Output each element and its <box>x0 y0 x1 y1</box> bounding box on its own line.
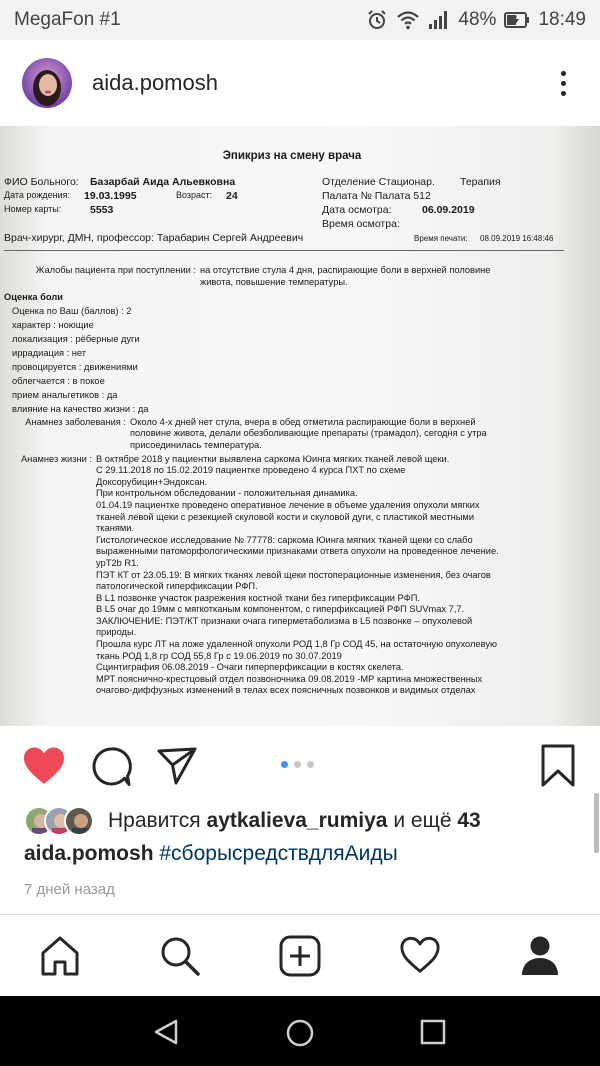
bottom-navigation <box>0 914 600 996</box>
post-header <box>0 40 600 126</box>
anamnesis-disease-text <box>130 417 487 452</box>
complaints-text <box>200 265 490 288</box>
post-username[interactable]: aida.pomosh <box>92 70 218 95</box>
doc-line: живота, повышение температуры. <box>200 276 348 287</box>
anamnesis-disease-label: Анамнез заболевания : <box>25 416 126 427</box>
doc-line: ypT2b R1. <box>96 557 139 568</box>
doc-line: природы. <box>96 627 137 638</box>
doc-row-patient <box>4 176 580 190</box>
like-heart-icon[interactable] <box>22 746 66 786</box>
patient-value: Базарбай Аида Альевковна <box>90 176 236 188</box>
exam-time-label: Время осмотра: <box>322 218 400 230</box>
doc-line: локализация : рёберные дуги <box>12 333 140 344</box>
recents-square-icon[interactable] <box>420 1019 446 1045</box>
doc-row-doctor <box>4 232 580 246</box>
carousel-indicator <box>281 761 314 768</box>
more-dot-icon <box>561 91 566 96</box>
doc-line: Доксорубицин+Эндоксан. <box>96 476 208 487</box>
carousel-dot[interactable] <box>281 761 288 768</box>
age-value: 24 <box>226 190 238 202</box>
more-options-button[interactable] <box>548 63 578 103</box>
department-label: Отделение Стационар. <box>322 176 435 188</box>
battery-percent: 48% <box>458 9 497 30</box>
wifi-icon <box>396 10 420 30</box>
doc-line: В октябре 2018 у пациентки выявлена саркома Юинга мягких тканей левой щеки. <box>96 453 450 464</box>
new-post-plus-icon[interactable] <box>279 935 321 977</box>
post-timestamp: 7 дней назад <box>24 881 115 898</box>
post-actions <box>0 726 600 806</box>
doc-line: провоцируется : движениями <box>12 361 138 372</box>
doc-row-exam-time <box>4 218 580 232</box>
activity-heart-icon[interactable] <box>399 935 441 975</box>
back-triangle-icon[interactable] <box>152 1018 180 1046</box>
doc-line: характер : ноющие <box>12 319 94 330</box>
bookmark-save-icon[interactable] <box>540 744 576 788</box>
carousel-dot[interactable] <box>307 761 314 768</box>
doc-line: При контрольном обследовании - положительная динамика. <box>96 488 358 499</box>
doc-line: тканями. <box>96 523 135 534</box>
doc-line: Гистологическое исследование № 77778: саркома Юинга мягких тканей щеки со слабо <box>96 534 473 545</box>
search-icon[interactable] <box>159 935 201 977</box>
battery-charging-icon <box>504 12 530 28</box>
complaints-block <box>4 265 580 288</box>
ward: Палата № Палата 512 <box>322 190 431 202</box>
clock: 18:49 <box>538 9 586 30</box>
doc-line: ПЭТ КТ от 23.05.19: В мягких тканях левой щеки постоперационные изменения, без очагов <box>96 569 491 580</box>
anamnesis-life-label: Анамнез жизни : <box>20 453 92 464</box>
likes-text <box>108 809 481 833</box>
doc-line: выраженными патоморфологическими признаками ответа опухоли на проведенное лечение. <box>96 546 499 557</box>
likes-row[interactable] <box>24 803 481 839</box>
doc-line: Оценка по Ваш (баллов) : 2 <box>12 305 132 316</box>
card-value: 5553 <box>90 204 114 216</box>
doc-line: МРТ пояснично-крестцовый отдел позвоночника 09.08.2019 -МР картина множественных <box>96 673 483 684</box>
print-time-label: Время печати: <box>414 234 468 243</box>
avatar[interactable] <box>22 58 72 108</box>
medical-document <box>0 126 600 726</box>
exam-date-label: Дата осмотра: <box>322 204 392 216</box>
dob-label: Дата рождения: <box>4 190 70 200</box>
carousel-dot[interactable] <box>294 761 301 768</box>
doc-line: С 29.11.2018 по 15.02.2019 пациентке проведено 4 курса ПХТ по схеме <box>96 465 406 476</box>
status-bar <box>0 0 600 40</box>
doc-line: 01.04.19 пациентке проведено оперативное лечение в объеме удаления опухоли мягких <box>96 499 480 510</box>
post-caption <box>24 842 398 866</box>
doc-line: Около 4-х дней нет стула, вчера в обед отметила распирающие боли в верхней <box>130 416 476 427</box>
card-label: Номер карты: <box>4 204 62 214</box>
caption-hashtag[interactable]: #сборысредствдляАиды <box>159 842 398 865</box>
doc-line: облегчается : в покое <box>12 375 105 386</box>
doc-line: очагово-диффузных изменений в телах всех поясничных позвонков и видимых отделах <box>96 685 476 696</box>
status-icons <box>366 9 586 31</box>
post-photo[interactable] <box>0 126 600 726</box>
anamnesis-disease-block <box>4 417 580 452</box>
doc-line: В L5 очаг до 19мм с мягкотканым компонентом, с гиперфиксацией РФП SUVmax 7,7. <box>96 604 465 615</box>
print-time-value: 08.09.2019 16:48:46 <box>480 234 554 243</box>
age-label: Возраст: <box>176 190 213 200</box>
doc-line: Прошла курс ЛТ на ложе удаленной опухоли РОД 1,8 Гр СОД 45, на остаточную опухолевую <box>96 639 497 650</box>
doc-line: влияние на качество жизни : да <box>12 403 149 414</box>
doc-line: ткань РОД 1,8 гр СОД 55,8 Гр с 19.06.2019 по 30.07.2019 <box>96 650 342 661</box>
doc-row-dob <box>4 190 580 204</box>
doc-line: Сцинтиграфия 06.08.2019 - Очаги гиперперфиксации в костях скелета. <box>96 662 404 673</box>
doc-row-card <box>4 204 580 218</box>
doc-title: Эпикриз на смену врача <box>222 150 362 162</box>
doctor: Врач-хирург, ДМН, профессор: Тарабарин Сергей Андреевич <box>4 232 304 244</box>
doc-line: половине живота, делали обезболивающие препараты (трамадол), сегодня с утра <box>130 428 487 439</box>
doc-line: иррадиация : нет <box>12 347 87 358</box>
doc-line: на отсутствие стула 4 дня, распирающие боли в верхней половине <box>200 265 491 275</box>
home-circle-icon[interactable] <box>285 1018 315 1048</box>
likes-count[interactable]: 43 <box>457 809 481 832</box>
exam-date-value: 06.09.2019 <box>422 204 475 216</box>
anamnesis-life-block <box>4 454 580 697</box>
signal-icon <box>428 10 450 30</box>
doc-line: В L1 позвонке участок разрежения костной ткани без гиперфиксации РФП. <box>96 592 420 603</box>
caption-username[interactable]: aida.pomosh <box>24 842 154 865</box>
doc-divider <box>4 250 564 251</box>
share-send-icon[interactable] <box>156 746 198 786</box>
dob-value: 19.03.1995 <box>84 190 137 202</box>
department-value: Терапия <box>460 176 501 188</box>
alarm-icon <box>366 9 388 31</box>
doc-line: тканей левой щеки с резекцией скуловой кости и скуловой дуги, с пластикой местными <box>96 511 475 522</box>
anamnesis-life-text <box>96 454 499 697</box>
likes-user[interactable]: aytkalieva_rumiya <box>206 809 388 832</box>
doc-line: прием анальгетиков : да <box>12 389 118 400</box>
patient-label: ФИО Больного: <box>4 176 79 188</box>
likes-prefix: Нравится <box>108 809 201 832</box>
pain-heading: Оценка боли <box>4 292 63 303</box>
doc-line: патологической гиперфиксации РФП. <box>96 581 258 592</box>
pain-list <box>4 304 580 416</box>
doc-line: ЗАКЛЮЧЕНИЕ: ПЭТ/КТ признаки очага гиперметаболизма в L5 позвонке – опухолевой <box>96 615 473 626</box>
likes-middle: и ещё <box>393 809 452 832</box>
complaints-label: Жалобы пациента при поступлении : <box>35 265 196 275</box>
system-navigation-bar <box>0 996 600 1066</box>
more-dot-icon <box>561 71 566 76</box>
liker-avatar <box>64 806 94 836</box>
carrier-name: MegaFon #1 <box>14 9 121 30</box>
scrollbar[interactable] <box>594 793 599 853</box>
comment-icon[interactable] <box>90 746 132 788</box>
profile-icon[interactable] <box>520 935 560 977</box>
home-icon[interactable] <box>40 935 80 977</box>
doc-line: присоединилась температура. <box>130 439 262 450</box>
more-dot-icon <box>561 81 566 86</box>
